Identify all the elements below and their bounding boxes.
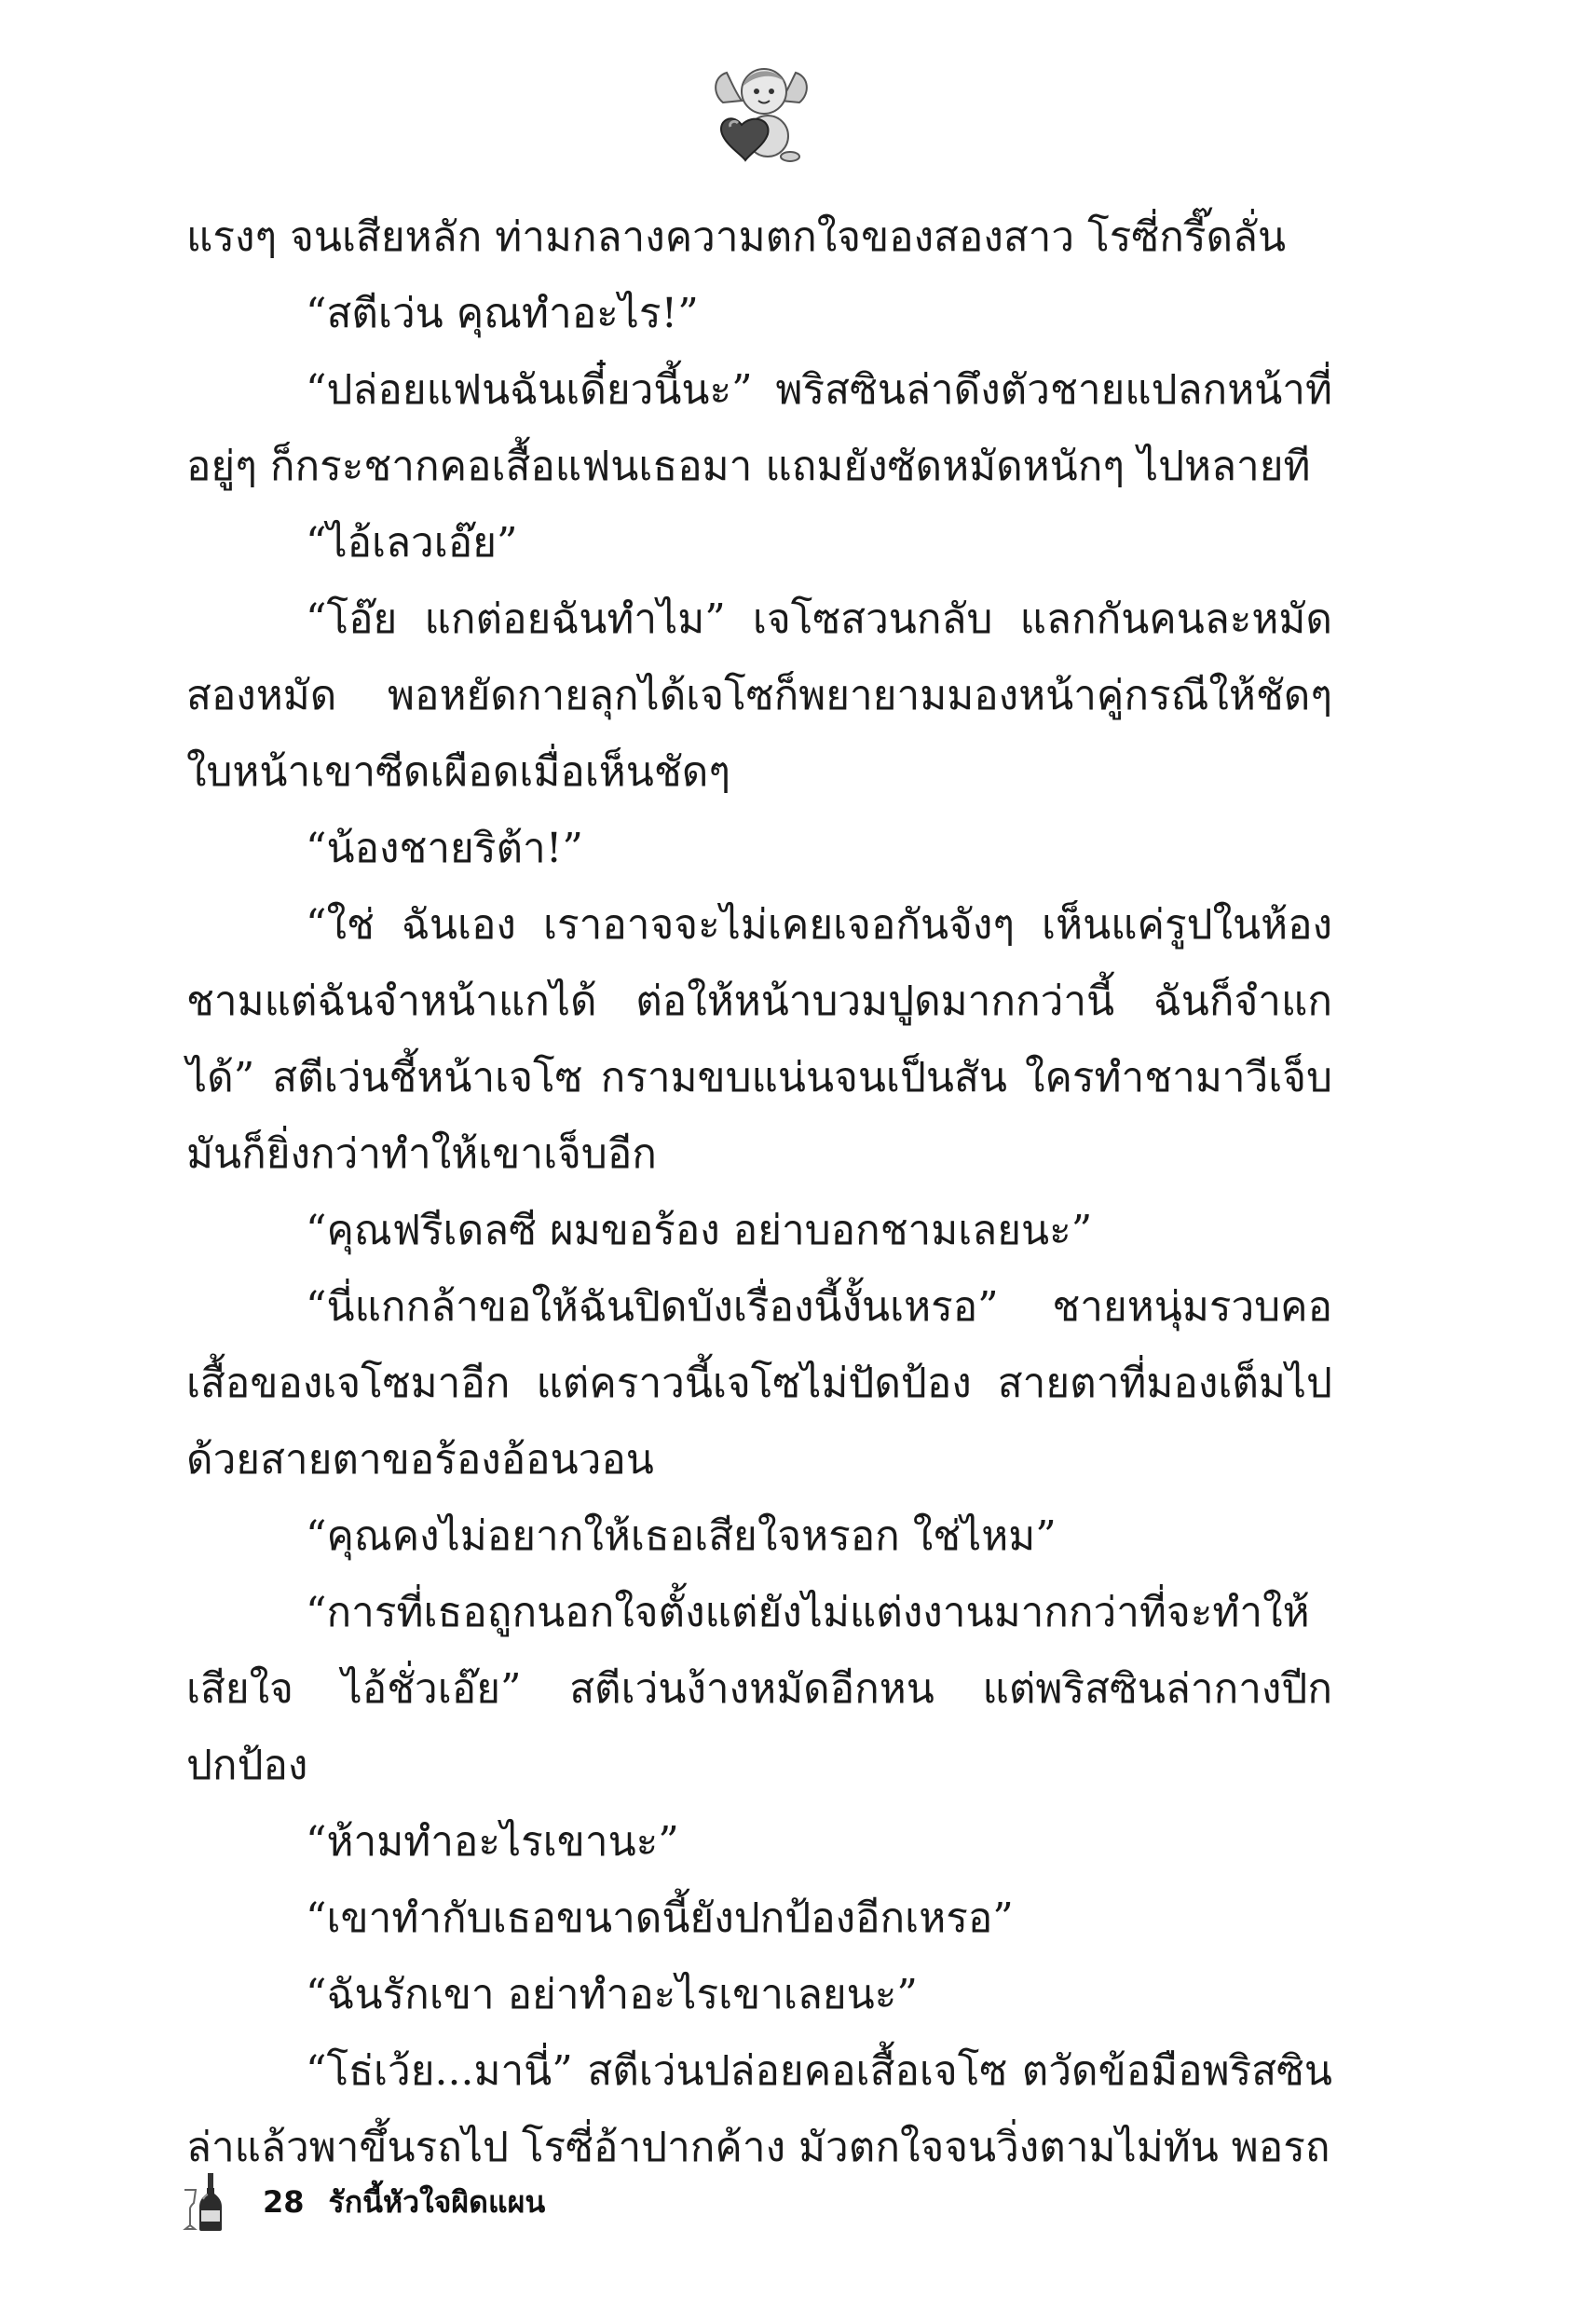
story-text bbox=[186, 199, 1332, 2186]
paragraph: “นี่แกกล้าขอให้ฉันปิดบังเรื่องนี้งั้นเหรอ” ชายหนุ่มรวบคอเสื้อของเจโซมาอีก แต่คราวนี้เจโซไม่ปัดป้อง สายตาที่มองเต็มไปด้วยสายตาขอร้องอ้อนวอน bbox=[186, 1283, 1332, 1484]
paragraph: “โธ่เว้ย...มานี่” สตีเว่นปล่อยคอเสื้อเจโซ ตวัดข้อมือพริสซินล่าแล้วพาขึ้นรถไป โรซี่อ้าปากค้าง มัวตกใจจนวิ่งตามไม่ทัน พอรถ bbox=[186, 2047, 1332, 2171]
paragraph: “ใช่ ฉันเอง เราอาจจะไม่เคยเจอกันจังๆ เห็นแค่รูปในห้องชามแต่ฉันจำหน้าแกได้ ต่อให้หน้าบวมปูดมากกว่านี้ ฉันก็จำแกได้” สตีเว่นชี้หน้าเจโซ กรามขบแน่นจนเป็นสัน ใครทำชามาวีเจ็บมันก็ยิ่งกว่าทำให้เขาเจ็บอีก bbox=[186, 901, 1332, 1178]
cupid-heart-icon bbox=[710, 60, 812, 164]
paragraph: “การที่เธอถูกนอกใจตั้งแต่ยังไม่แต่งงานมากกว่าที่จะทำให้เสียใจ ไอ้ชั่วเอ๊ย” สตีเว่นง้างหมัดอีกหน แต่พริสซินล่ากางปีกปกป้อง bbox=[186, 1589, 1332, 1789]
wine-bottle-icon bbox=[183, 2171, 227, 2233]
paragraph: “คุณคงไม่อยากให้เธอเสียใจหรอก ใช่ไหม” bbox=[306, 1512, 1057, 1560]
paragraph: “ไอ้เลวเอ๊ย” bbox=[306, 519, 518, 567]
paragraph: “น้องชายริต้า!” bbox=[306, 825, 583, 872]
paragraph: “ฉันรักเขา อย่าทำอะไรเขาเลยนะ” bbox=[306, 1971, 918, 2018]
paragraph: “คุณฟรีเดลซี ผมขอร้อง อย่าบอกชามเลยนะ” bbox=[306, 1207, 1093, 1254]
paragraph: “ปล่อยแฟนฉันเดี๋ยวนี้นะ” พริสซินล่าดึงตัวชายแปลกหน้าที่อยู่ๆ ก็กระชากคอเสื้อแฟนเธอมา แถมยังซัดหมัดหนักๆ ไปหลายที bbox=[186, 366, 1332, 490]
page-footer bbox=[183, 2169, 545, 2235]
paragraph: “โอ๊ย แกต่อยฉันทำไม” เจโซสวนกลับ แลกกันคนละหมัดสองหมัด พอหยัดกายลุกได้เจโซก็พยายามมองหน้าคู่กรณีให้ชัดๆ ใบหน้าเขาซีดเผือดเมื่อเห็นชัดๆ bbox=[186, 595, 1332, 796]
book-title: รักนี้หัวใจผิดแผน bbox=[328, 2183, 546, 2220]
paragraph: “สตีเว่น คุณทำอะไร!” bbox=[306, 290, 699, 337]
page-number: 28 bbox=[263, 2184, 305, 2220]
paragraph: “ห้ามทำอะไรเขานะ” bbox=[306, 1818, 679, 1866]
paragraph: “เขาทำกับเธอขนาดนี้ยังปกป้องอีกเหรอ” bbox=[306, 1894, 1014, 1942]
paragraph: แรงๆ จนเสียหลัก ท่ามกลางความตกใจของสองสาว โรซี่กรี๊ดลั่น bbox=[186, 213, 1287, 261]
